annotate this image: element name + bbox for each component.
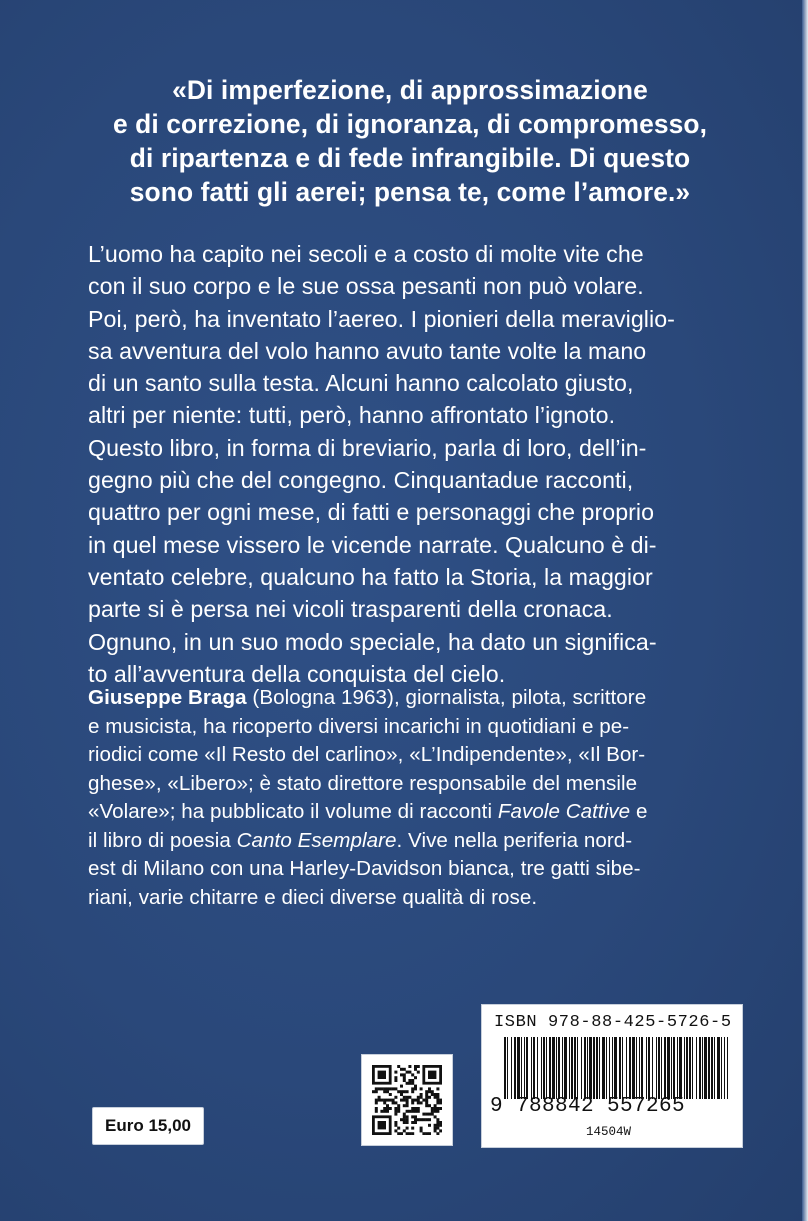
bio-line: e musicista, ha ricoperto diversi incarichi in quotidiani e pe-	[88, 714, 630, 738]
description-line: altri per niente: tutti, però, hanno affrontato l’ignoto.	[88, 402, 616, 429]
description-line: con il suo corpo e le sue ossa pesanti non può volare.	[88, 273, 644, 300]
quote-line: sono fatti gli aerei; pensa te, come l’amore.»	[129, 177, 691, 207]
description-line: sa avventura del volo hanno avuto tante volte la mano	[88, 337, 647, 364]
ean-digits: 9 788842 557265	[490, 1095, 686, 1118]
bio-line: ghese», «Libero»; è stato direttore responsabile del mensile	[88, 771, 638, 795]
qr-code-icon	[372, 1065, 442, 1135]
description-line: L’uomo ha capito nei secoli e a costo di molte vite che	[88, 241, 644, 267]
description-line: di un santo sulla testa. Alcuni hanno calcolato giusto,	[88, 370, 634, 397]
bio-line: riani, varie chitarre e dieci diverse qualità di rose.	[88, 885, 538, 909]
bio-text: «Volare»; ha pubblicato il volume di racconti	[88, 800, 498, 823]
description-line: in quel mese vissero le vicende narrate. Qualcuno è di-	[88, 531, 657, 558]
bio-line: riodici come «Il Resto del carlino», «L’Indipendente», «Il Bor-	[88, 743, 646, 766]
description-line: quattro per ogni mese, di fatti e personaggi che proprio	[88, 499, 655, 526]
page-edge	[802, 0, 808, 1221]
bio-text: . Vive nella periferia nord-	[396, 828, 633, 852]
description-line: Ognuno, in un suo modo speciale, ha dato un significa-	[88, 628, 657, 655]
bio-line	[88, 684, 728, 713]
quote-line: e di correzione, di ignoranza, di compromesso,	[112, 109, 708, 139]
book-title: Favole Cattive	[497, 800, 631, 823]
description-line: parte si è persa nei vicoli trasparenti della cronaca.	[88, 596, 613, 623]
description-line: ventato celebre, qualcuno ha fatto la Storia, la maggior	[88, 563, 653, 590]
author-bio	[88, 684, 728, 912]
bio-text: e	[630, 800, 648, 823]
description-line: gegno più che del congegno. Cinquantadue racconti,	[88, 467, 634, 494]
author-name: Giuseppe Braga	[88, 686, 247, 709]
description-line: to all’avventura della conquista del cielo.	[88, 660, 506, 687]
bio-text: (Bologna 1963), giornalista, pilota, scrittore	[246, 686, 647, 709]
bio-line: est di Milano con una Harley-Davidson bianca, tre gatti sibe-	[88, 857, 641, 880]
qr-code	[361, 1054, 453, 1146]
description-line: Questo libro, in forma di breviario, parla di loro, dell’in-	[88, 434, 647, 461]
book-title: Canto Esemplare	[236, 828, 397, 852]
pull-quote	[60, 73, 760, 209]
quote-line: «Di imperfezione, di approssimazione	[172, 75, 648, 105]
bio-line	[88, 798, 728, 827]
description-line: Poi, però, ha inventato l’aereo. I pionieri della meraviglio-	[88, 305, 675, 332]
isbn-number: ISBN 978-88-425-5726-5	[494, 1013, 732, 1032]
isbn-barcode-box	[481, 1004, 743, 1148]
bio-line	[88, 827, 728, 856]
bio-text: il libro di poesia	[88, 828, 237, 852]
price-label: Euro 15,00	[92, 1107, 204, 1145]
book-description	[88, 238, 728, 690]
product-code: 14504W	[586, 1125, 632, 1139]
quote-line: di ripartenza e di fede infrangibile. Di questo	[129, 143, 691, 173]
barcode-icon	[504, 1037, 730, 1099]
